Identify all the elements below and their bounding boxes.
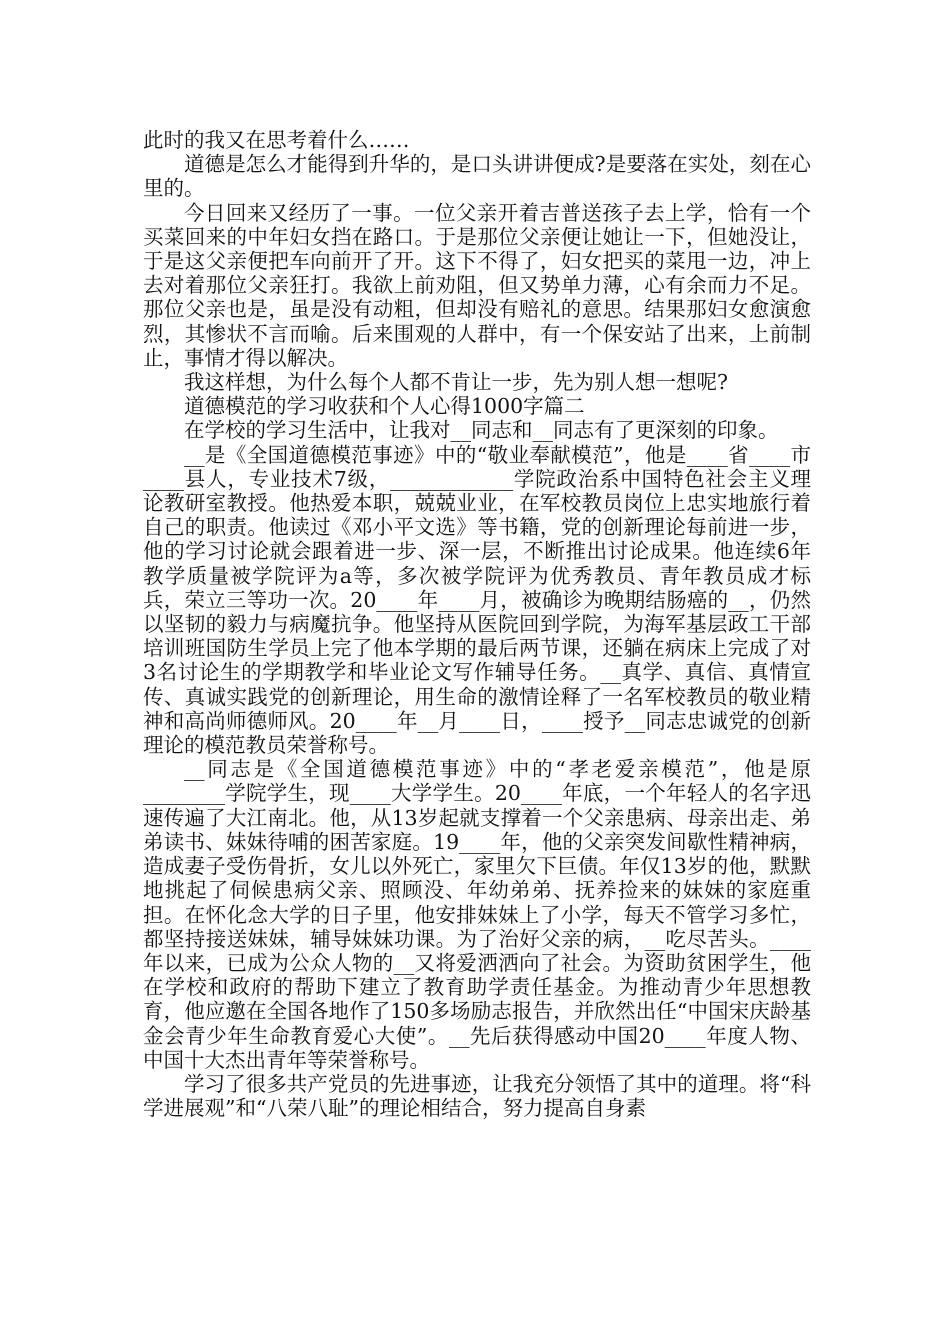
section-heading: 道德模范的学习收获和个人心得1000字篇二 xyxy=(184,394,585,419)
paragraph: 学习了很多共产党员的先进事迹，让我充分领悟了其中的道理。将“科学进展观”和“八荣八耻”的理论相结合，努力提高自身素 xyxy=(143,1071,811,1121)
paragraph: __是《全国道德模范事迹》中的“敬业奉献模范”，他是____省____市____县人，专业技术7级，____________学院政治系中国特色社会主义理论教研室教授。他热爱本职，兢兢业业，在军校教员岗位上忠实地旅行着自己的职责。他读过《邓小平文选》等书籍，党的创新理论每前进一步，他的学习讨论就会跟着进一步、深一层，不断推出讨论成果。他连续6年教学质量被学院评为a等，多次被学院评为优秀教员、青年教员成才标兵，荣立三等功一次。20____年____月，被确诊为晚期结肠癌的__，仍然以坚韧的毅力与病魔抗争。他坚持从医院回到学院，为海军基层政工干部培训班国防生学员上完了他本学期的最后两节课，还躺在病床上完成了对3名讨论生的学期教学和毕业论文写作辅导任务。__真学、真信、真情宣传、真诚实践党的创新理论，用生命的激情诠释了一名军校教员的敬业精神和高尚师德师风。20____年__月____日，____授予__同志忠诚党的创新理论的模范教员荣誉称号。 xyxy=(143,442,811,758)
paragraph: 今日回来又经历了一事。一位父亲开着吉普送孩子去上学，恰有一个买菜回来的中年妇女挡在路口。于是那位父亲便让她让一下，但她没让，于是这父亲便把车向前开了开。这下不得了，妇女把买的菜甩一边，冲上去对着那位父亲狂打。我欲上前劝阻，但又势单力薄，心有余而力不足。那位父亲也是，虽是没有动粗，但却没有赔礼的意思。结果那妇女愈演愈烈，其惨状不言而喻。后来围观的人群中，有一个保安站了出来，上前制止，事情才得以解决。 xyxy=(143,200,811,370)
paragraph: 道德是怎么才能得到升华的，是口头讲讲便成?是要落在实处，刻在心里的。 xyxy=(143,152,811,201)
paragraph: 在学校的学习生活中，让我对__同志和__同志有了更深刻的印象。 xyxy=(184,418,779,443)
paragraph: 此时的我又在思考着什么…… xyxy=(143,128,410,152)
document-body xyxy=(143,128,811,1120)
paragraph: __同志是《全国道德模范事迹》中的“孝老爱亲模范”，他是原________学院学生，现____大学学生。20____年底，一个年轻人的名字迅速传遍了大江南北。他，从13岁起就支撑着一个父亲患病、母亲出走、弟弟读书、妹妹待哺的困苦家庭。19____年，他的父亲突发间歇性精神病，造成妻子受伤骨折，女儿以外死亡，家里欠下巨债。年仅13岁的他，默默地挑起了伺候患病父亲、照顾没、年幼弟弟、抚养捡来的妹妹的家庭重担。在怀化念大学的日子里，他安排妹妹上了小学，每天不管学习多忙，都坚持接送妹妹，辅导妹妹功课。为了治好父亲的病，__吃尽苦头。____年以来，已成为公众人物的__又将爱洒洒向了社会。为资助贫困学生，他在学校和政府的帮助下建立了教育助学责任基金。为推动青少年思想教育，他应邀在全国各地作了150多场励志报告，并欣然出任“中国宋庆龄基金会青少年生命教育爱心大使”。__先后获得感动中国20____年度人物、中国十大杰出青年等荣誉称号。 xyxy=(143,757,811,1072)
paragraph: 我这样想，为什么每个人都不肯让一步，先为别人想一想呢? xyxy=(184,370,728,395)
